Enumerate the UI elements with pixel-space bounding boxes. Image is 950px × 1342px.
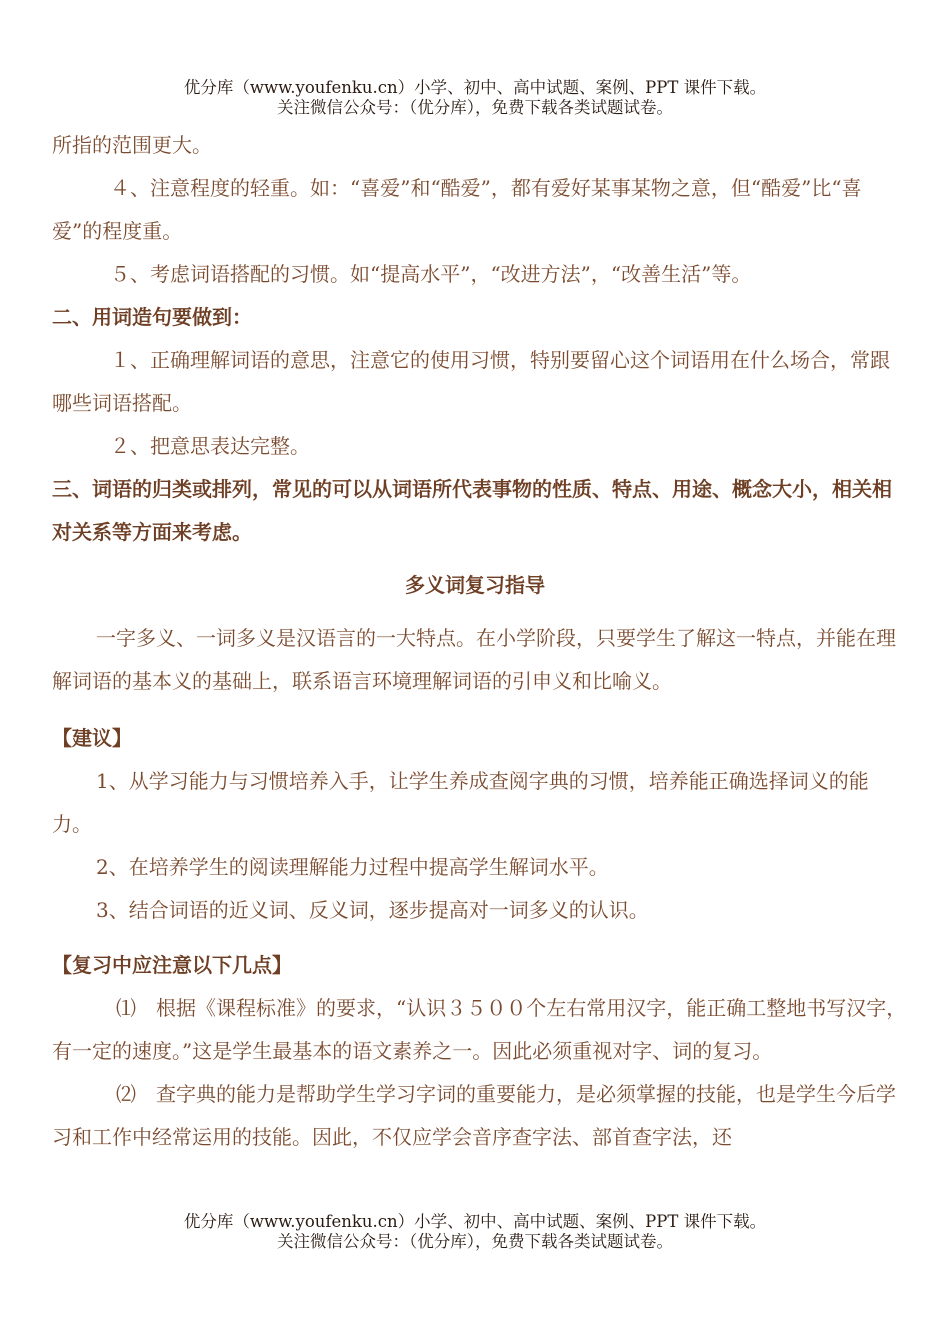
paragraph-sentence-2: ２、把意思表达完整。 [110, 434, 310, 458]
heading-section-3: 三、词语的归类或排列，常见的可以从词语所代表事物的性质、特点、用途、概念大小，相关相对关系等方面来考虑。 [52, 477, 892, 544]
note-item-1: ⑴ 根据《课程标准》的要求，“认识３５００个左右常用汉字，能正确工整地书写汉字， 有一定的速度。”这是学生最基本的语文素养之一。因此必须重视对字、词的复习。 [52, 996, 917, 1063]
section-title: 多义词复习指导 [405, 573, 545, 597]
advice-item-3: 3、结合词语的近义词、反义词，逐步提高对一词多义的认识。 [96, 898, 649, 922]
advice-item-2: 2、在培养学生的阅读理解能力过程中提高学生解词水平。 [96, 855, 609, 879]
advice-heading: 【建议】 [52, 726, 132, 750]
paragraph-sentence-1: １、正确理解词语的意思，注意它的使用习惯，特别要留心这个词语用在什么场合，常跟哪些词语搭配。 [52, 348, 890, 415]
footer-line-1: 优分库（www.youfenku.cn）小学、初中、高中试题、案例、PPT 课件下载。 [183, 1212, 767, 1231]
intro-paragraph: 一字多义、一词多义是汉语言的一大特点。在小学阶段，只要学生了解这一特点，并能在理解词语的基本义的基础上，联系语言环境理解词语的引申义和比喻义。 [52, 626, 896, 693]
paragraph-continuation: 所指的范围更大。 [52, 133, 212, 157]
paragraph-point-4: ４、注意程度的轻重。如：“喜爱”和“酷爱”，都有爱好某事某物之意，但“酷爱”比“喜爱”的程度重。 [52, 176, 862, 243]
page-header [0, 78, 950, 118]
advice-item-1: 1、从学习能力与习惯培养入手，让学生养成查阅字典的习惯，培养能正确选择词义的能力。 [52, 769, 869, 836]
note-item-2: ⑵ 查字典的能力是帮助学生学习字词的重要能力，是必须掌握的技能，也是学生今后学习和工作中经常运用的技能。因此，不仅应学会音序查字法、部首查字法，还 [52, 1082, 896, 1149]
footer-line-2: 关注微信公众号：（优分库），免费下载各类试题试卷。 [277, 1232, 673, 1251]
document-body [52, 124, 917, 1159]
header-line-1: 优分库（www.youfenku.cn）小学、初中、高中试题、案例、PPT 课件下载。 [183, 78, 767, 97]
heading-section-2: 二、用词造句要做到： [52, 305, 252, 329]
header-line-2: 关注微信公众号：（优分库），免费下载各类试题试卷。 [277, 98, 673, 117]
paragraph-point-5: ５、考虑词语搭配的习惯。如“提高水平”，“改进方法”，“改善生活”等。 [110, 262, 752, 286]
notes-heading: 【复习中应注意以下几点】 [52, 953, 292, 977]
page-footer [0, 1212, 950, 1252]
